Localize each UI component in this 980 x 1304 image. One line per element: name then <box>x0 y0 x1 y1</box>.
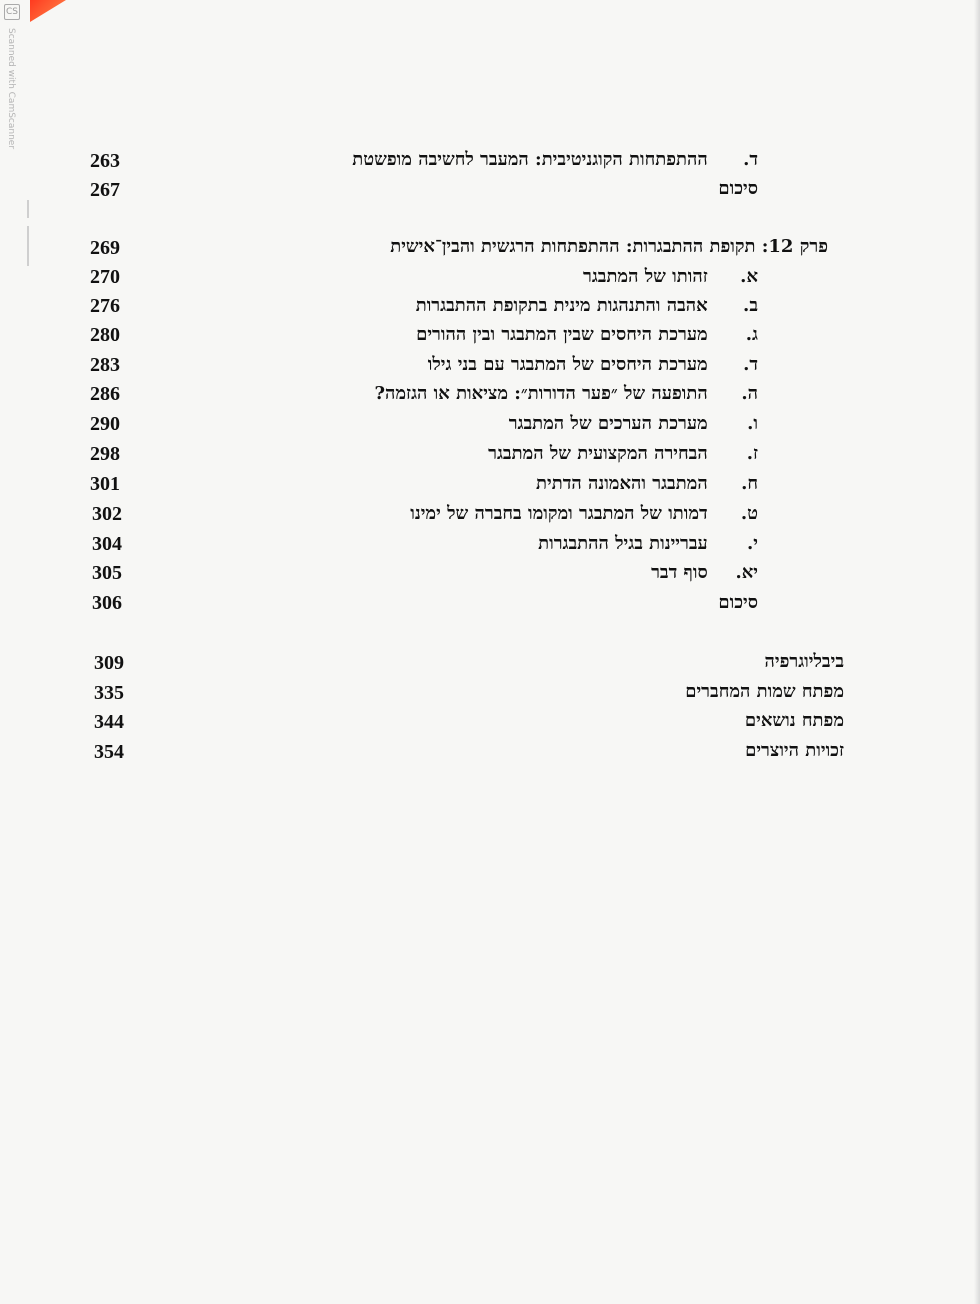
toc-entry-letter: יא. <box>735 562 758 583</box>
toc-page-number: 344 <box>94 711 124 733</box>
back-matter-subject-index: מפתח נושאים <box>744 710 844 731</box>
toc-entry <box>509 409 758 439</box>
toc-entry-letter: ד. <box>743 354 758 375</box>
toc-page-number: 286 <box>90 383 120 405</box>
back-matter-copyrights: זכויות היוצרים <box>745 740 844 761</box>
back-matter-author-index: מפתח שמות המחברים <box>685 681 844 702</box>
toc-entry-title: מערכת היחסים של המתבגר עם בני גילו <box>427 354 708 375</box>
toc-page-number: 301 <box>90 473 120 495</box>
toc-entry <box>428 350 758 380</box>
toc-entry-title: המתבגר והאמונה הדתית <box>536 473 708 494</box>
toc-entry-letter: י. <box>747 533 758 554</box>
toc-entry-letter: ח. <box>741 473 758 494</box>
toc-page-number: 309 <box>94 652 124 674</box>
toc-page-number: 290 <box>90 413 120 435</box>
toc-entry-title: זהותו של המתבגר <box>583 266 708 287</box>
toc-entry <box>538 529 758 559</box>
toc-entry-title: מערכת הערכים של המתבגר <box>508 413 708 434</box>
toc-page-number: 280 <box>90 324 120 346</box>
toc-page-number: 270 <box>90 266 120 288</box>
toc-entry-title: מערכת היחסים שבין המתבגר ובין ההורים <box>416 324 708 345</box>
toc-page-number: 269 <box>90 237 120 259</box>
toc-summary <box>718 174 758 204</box>
toc-entry <box>416 291 758 321</box>
toc-entry-letter: ו. <box>747 413 758 434</box>
toc-entry <box>352 145 758 175</box>
toc-entry <box>651 558 758 588</box>
toc-page-number: 302 <box>92 503 122 525</box>
toc-entry-letter: ט. <box>740 503 758 524</box>
toc-summary <box>718 588 758 618</box>
toc-entry-title: ההתפתחות הקוגניטיבית: המעבר לחשיבה מופשטת <box>352 149 708 170</box>
toc-page-number: 304 <box>92 533 122 555</box>
page-edge <box>974 0 980 1304</box>
toc-entry <box>416 320 758 350</box>
toc-page-number: 335 <box>94 682 124 704</box>
scanner-watermark <box>2 4 24 174</box>
toc-entry-letter: ז. <box>746 443 758 464</box>
back-matter-bibliography: ביבליוגרפיה <box>764 651 844 672</box>
toc-page-number: 306 <box>92 592 122 614</box>
toc-entry-letter: ה. <box>741 383 758 404</box>
toc-page-number: 276 <box>90 295 120 317</box>
toc-entry-title: עבריינות בגיל ההתבגרות <box>538 533 708 554</box>
camscanner-logo-icon: CS <box>4 4 20 20</box>
toc-entry-letter: ג. <box>745 324 758 345</box>
toc-entry <box>374 379 758 409</box>
watermark-text: Scanned with CamScanner <box>6 28 16 150</box>
toc-entry-title: התופעה של ״פער הדורות״: מציאות או הגזמה? <box>374 383 708 404</box>
toc-page-number: 283 <box>90 354 120 376</box>
toc-entry <box>583 262 758 292</box>
toc-page-number: 267 <box>90 179 120 201</box>
toc-entry-letter: ד. <box>743 149 758 170</box>
toc-entry-letter: א. <box>740 266 758 287</box>
toc-entry-letter: ב. <box>743 295 758 316</box>
toc-entry <box>488 439 758 469</box>
toc-entry <box>410 499 758 529</box>
toc-entry-title: סיכום <box>718 178 758 199</box>
toc-page-number: 354 <box>94 741 124 763</box>
toc-entry-title: סוף דבר <box>651 562 708 583</box>
toc-entry-title: הבחירה המקצועית של המתבגר <box>488 443 708 464</box>
toc-page-number: 263 <box>90 150 120 172</box>
toc-entry-title: דמותו של המתבגר ומקומו בחברה של ימינו <box>410 503 708 524</box>
scan-artifact <box>27 200 29 218</box>
scan-artifact <box>27 226 29 266</box>
toc-entry <box>536 469 758 499</box>
scan-corner-mark <box>30 0 66 22</box>
chapter-heading: פרק 12: תקופת ההתבגרות: ההתפתחות הרגשית והבין־אישית <box>390 236 828 257</box>
toc-entry-title: סיכום <box>718 592 758 613</box>
toc-page-number: 305 <box>92 562 122 584</box>
toc-entry-title: אהבה והתנהגות מינית בתקופת ההתבגרות <box>415 295 708 316</box>
toc-page-number: 298 <box>90 443 120 465</box>
